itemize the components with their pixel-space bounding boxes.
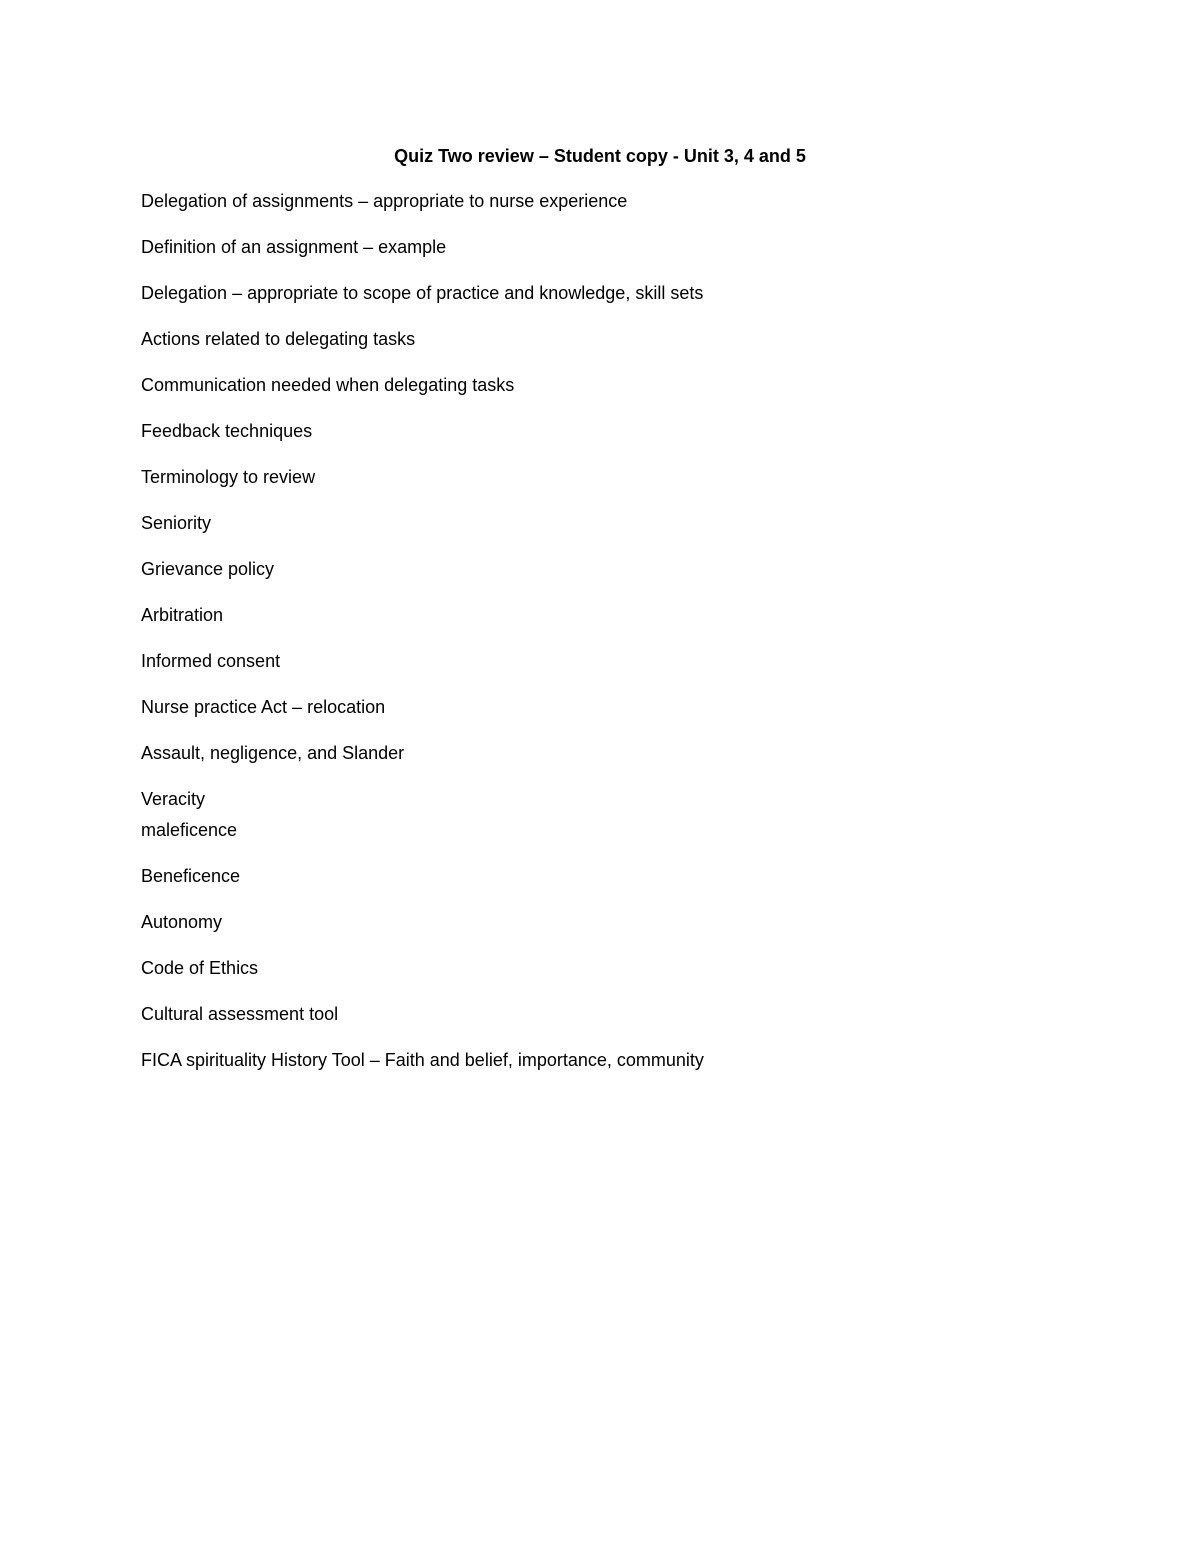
list-item: Grievance policy	[141, 559, 275, 579]
list-item: Terminology to review	[141, 467, 316, 487]
list-item: Definition of an assignment – example	[141, 237, 447, 257]
list-item: Veracity	[141, 789, 206, 809]
list-item: Delegation – appropriate to scope of practice and knowledge, skill sets	[141, 283, 704, 303]
list-item: Autonomy	[141, 912, 223, 932]
list-item: Assault, negligence, and Slander	[141, 743, 405, 763]
list-item: maleficence	[141, 820, 238, 840]
list-item: Code of Ethics	[141, 958, 259, 978]
list-item: Arbitration	[141, 605, 224, 625]
list-item: Beneficence	[141, 866, 241, 886]
list-item: Cultural assessment tool	[141, 1004, 339, 1024]
list-item: Delegation of assignments – appropriate to nurse experience	[141, 191, 628, 211]
list-item: Seniority	[141, 513, 212, 533]
list-item: Communication needed when delegating tasks	[141, 375, 515, 395]
list-item: Feedback techniques	[141, 421, 313, 441]
document-title: Quiz Two review – Student copy - Unit 3, 4 and 5	[394, 146, 806, 166]
list-item: Nurse practice Act – relocation	[141, 697, 386, 717]
list-item: FICA spirituality History Tool – Faith and belief, importance, community	[141, 1050, 704, 1070]
list-item: Actions related to delegating tasks	[141, 329, 416, 349]
review-topic-list	[141, 188, 704, 1093]
list-item: Informed consent	[141, 651, 281, 671]
